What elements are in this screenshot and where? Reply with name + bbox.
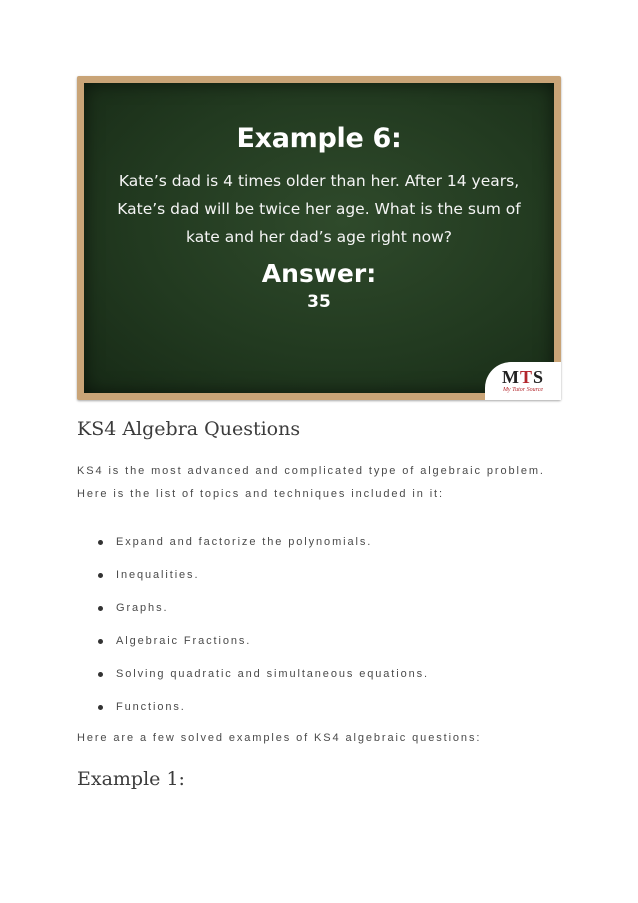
intro-line: KS4 is the most advanced and complicated type of algebraic problem. — [77, 465, 545, 477]
board-question-line: kate and her dad’s age right now? — [186, 228, 452, 246]
intro-line: Here is the list of topics and techniques included in it: — [77, 488, 444, 500]
list-item: Expand and factorize the polynomials. — [77, 526, 557, 559]
examples-intro: Here are a few solved examples of KS4 algebraic questions: — [77, 732, 482, 744]
list-item: Graphs. — [77, 592, 557, 625]
board-answer-label: Answer: — [261, 259, 377, 288]
chalkboard — [84, 83, 554, 393]
brand-logo — [485, 362, 561, 400]
logo-tagline: My Tutor Source — [502, 387, 544, 393]
intro-paragraph — [77, 460, 577, 506]
example-heading: Example 1: — [77, 768, 185, 790]
list-item: Solving quadratic and simultaneous equations. — [77, 658, 557, 691]
board-title: Example 6: — [236, 123, 402, 154]
board-question — [114, 167, 524, 251]
list-item: Functions. — [77, 691, 557, 724]
section-heading: KS4 Algebra Questions — [77, 418, 301, 440]
list-item: Algebraic Fractions. — [77, 625, 557, 658]
board-question-line: Kate’s dad will be twice her age. What is the sum of — [117, 200, 521, 218]
logo-mark: MTS — [501, 367, 545, 387]
list-item: Inequalities. — [77, 559, 557, 592]
board-answer-value: 35 — [307, 292, 331, 312]
topics-list — [77, 526, 557, 724]
board-question-line: Kate’s dad is 4 times older than her. After 14 years, — [118, 172, 520, 190]
chalkboard-image — [77, 76, 561, 400]
